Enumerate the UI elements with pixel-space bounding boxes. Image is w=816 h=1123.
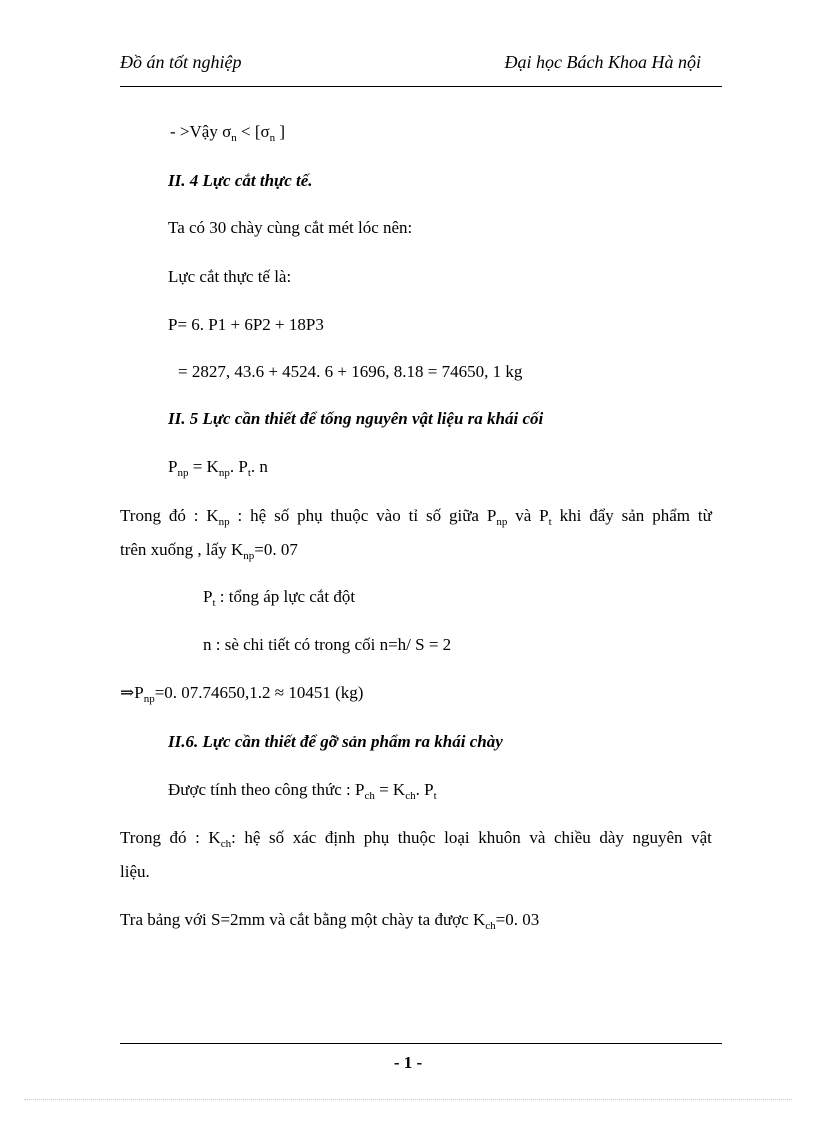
word: $K_{ch}$: bbox=[208, 828, 236, 850]
word: giữa bbox=[448, 506, 479, 525]
paragraph-30-punches: Ta có 30 chày cùng cắt mét lóc nên: bbox=[168, 218, 413, 237]
result-pnp: $\Rightarrow P_{np}=0$. 07.74650,1.2 ≈ 10451 (kg) bbox=[120, 683, 364, 705]
section-heading-2-4: II. 4 Lực cắt thực tế. bbox=[168, 171, 313, 190]
header-rule bbox=[120, 86, 722, 87]
word: đó bbox=[168, 506, 186, 525]
word: hệ bbox=[250, 506, 267, 525]
word: sản bbox=[621, 506, 645, 525]
word: và bbox=[529, 828, 546, 847]
word: : bbox=[195, 828, 200, 847]
word: thuộc bbox=[330, 506, 369, 525]
word: khi bbox=[559, 506, 582, 525]
where-knp-line bbox=[120, 506, 712, 528]
section-heading-2-6: II.6. Lực cần thiết để gỡ sản phẩm ra khái chày bbox=[168, 732, 503, 751]
word: số bbox=[425, 506, 442, 525]
section-heading-2-5: II. 5 Lực cần thiết để tống nguyên vật liệu ra khái cối bbox=[168, 409, 544, 428]
where-n: n : sè chi tiết có trong cối n=h/ S = 2 bbox=[203, 635, 452, 654]
where-kch-line-2: liệu. bbox=[120, 862, 150, 881]
word: $P_{np}$ bbox=[486, 506, 508, 528]
word: số bbox=[269, 828, 285, 847]
formula-p-value: = 2827, 43.6 + 4524. 6 + 1696, 8.18 = 74650, 1 kg bbox=[178, 362, 523, 381]
footer-rule bbox=[120, 1043, 722, 1044]
where-pt: $P_t$ : tổng áp lực cắt đột bbox=[203, 587, 356, 609]
stress-conclusion: - >Vậy $\sigma_n < [\sigma_n$ ] bbox=[170, 122, 286, 144]
word: $K_{np}$ bbox=[206, 506, 230, 528]
word: chiều bbox=[553, 828, 591, 847]
formula-pnp: $P_{np} = K_{np}$. $P_t$. n bbox=[168, 457, 268, 479]
word: xác bbox=[292, 828, 317, 847]
word: và bbox=[515, 506, 532, 525]
header-left: Đồ án tốt nghiệp bbox=[120, 52, 242, 72]
word: đẩy bbox=[589, 506, 614, 525]
page-number: - 1 - bbox=[393, 1053, 423, 1072]
word: số bbox=[274, 506, 290, 525]
word: : bbox=[193, 506, 199, 525]
header-right: Đại học Bách Khoa Hà nội bbox=[504, 52, 701, 72]
word: loại bbox=[444, 828, 470, 847]
formula-pch: Được tính theo công thức : $P_{ch} = K_{ch}$. $P_t$ bbox=[168, 780, 437, 802]
word: hệ bbox=[244, 828, 261, 847]
word: nguyên bbox=[632, 828, 683, 847]
word: từ bbox=[697, 506, 712, 525]
formula-p: P= 6. P1 + 6P2 + 18P3 bbox=[168, 315, 324, 334]
word: phụ bbox=[363, 828, 390, 847]
word: phẩm bbox=[652, 506, 690, 525]
word: Trong bbox=[120, 828, 161, 847]
word: dày bbox=[599, 828, 624, 847]
word: đó bbox=[169, 828, 187, 847]
word: tỉ bbox=[408, 506, 419, 525]
word: phụ bbox=[297, 506, 323, 525]
word: $P_t$ bbox=[539, 506, 552, 528]
word: định bbox=[324, 828, 356, 847]
table-lookup: Tra bảng với S=2mm và cắt bằng một chày ta được $K_{ch}=0$. 03 bbox=[120, 910, 540, 932]
paragraph-actual-force: Lực cắt thực tế là: bbox=[168, 267, 292, 286]
word: vật bbox=[691, 828, 712, 847]
where-knp-line-2: trên xuống , lấy $K_{np}=0$. 07 bbox=[120, 540, 298, 562]
word: thuộc bbox=[397, 828, 436, 847]
word: vào bbox=[376, 506, 401, 525]
word: : bbox=[237, 506, 243, 525]
word: Trong bbox=[120, 506, 161, 525]
where-kch-line bbox=[120, 828, 712, 850]
page-edge-dots bbox=[24, 1099, 792, 1100]
word: khuôn bbox=[478, 828, 521, 847]
